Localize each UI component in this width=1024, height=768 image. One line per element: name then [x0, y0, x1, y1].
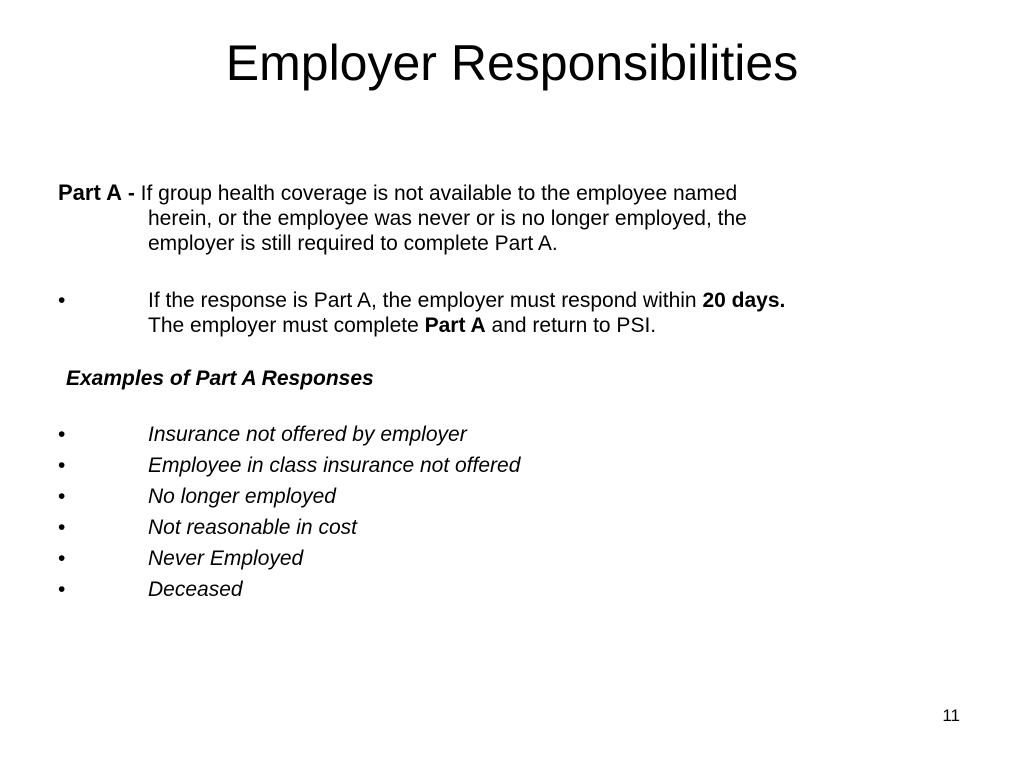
- response-line1-text: If the response is Part A, the employer must respond within: [148, 289, 703, 312]
- response-part-a: Part A: [424, 314, 486, 337]
- bullet-icon: •: [58, 547, 66, 570]
- bullet-icon: •: [58, 454, 66, 477]
- part-a-paragraph: [58, 180, 958, 256]
- list-item-text: Never Employed: [148, 547, 304, 570]
- part-a-text-line3: employer is still required to complete Part A.: [148, 232, 558, 255]
- bullet-icon: •: [58, 289, 66, 312]
- list-item: [58, 419, 958, 450]
- part-a-label: Part A: [58, 180, 122, 205]
- list-item: [58, 574, 958, 605]
- list-item-text: Not reasonable in cost: [148, 516, 357, 539]
- bullet-icon: •: [58, 485, 66, 508]
- slide-title: Employer Responsibilities: [225, 35, 799, 91]
- response-line2-end: and return to PSI.: [485, 314, 657, 337]
- list-item: [58, 543, 958, 574]
- part-a-dash: -: [121, 182, 141, 205]
- response-bullet: [58, 288, 958, 338]
- list-item: [58, 512, 958, 543]
- list-item: [58, 481, 958, 512]
- list-item-text: No longer employed: [148, 485, 336, 508]
- list-item-text: Deceased: [148, 578, 243, 601]
- slide-body: [58, 180, 958, 605]
- bullet-icon: •: [58, 423, 66, 446]
- examples-list: [58, 419, 958, 605]
- bullet-icon: •: [58, 578, 66, 601]
- examples-heading: Examples of Part A Responses: [66, 367, 374, 390]
- part-a-text-line2: herein, or the employee was never or is no longer employed, the: [148, 207, 747, 230]
- page-number: 11: [942, 706, 960, 725]
- part-a-text-line1: If group health coverage is not available to the employee named: [140, 182, 738, 205]
- list-item-text: Insurance not offered by employer: [148, 423, 467, 446]
- bullet-icon: •: [58, 516, 66, 539]
- list-item-text: Employee in class insurance not offered: [148, 454, 521, 477]
- response-line2-text: The employer must complete: [148, 314, 425, 337]
- response-deadline: 20 days.: [702, 289, 786, 312]
- list-item: [58, 450, 958, 481]
